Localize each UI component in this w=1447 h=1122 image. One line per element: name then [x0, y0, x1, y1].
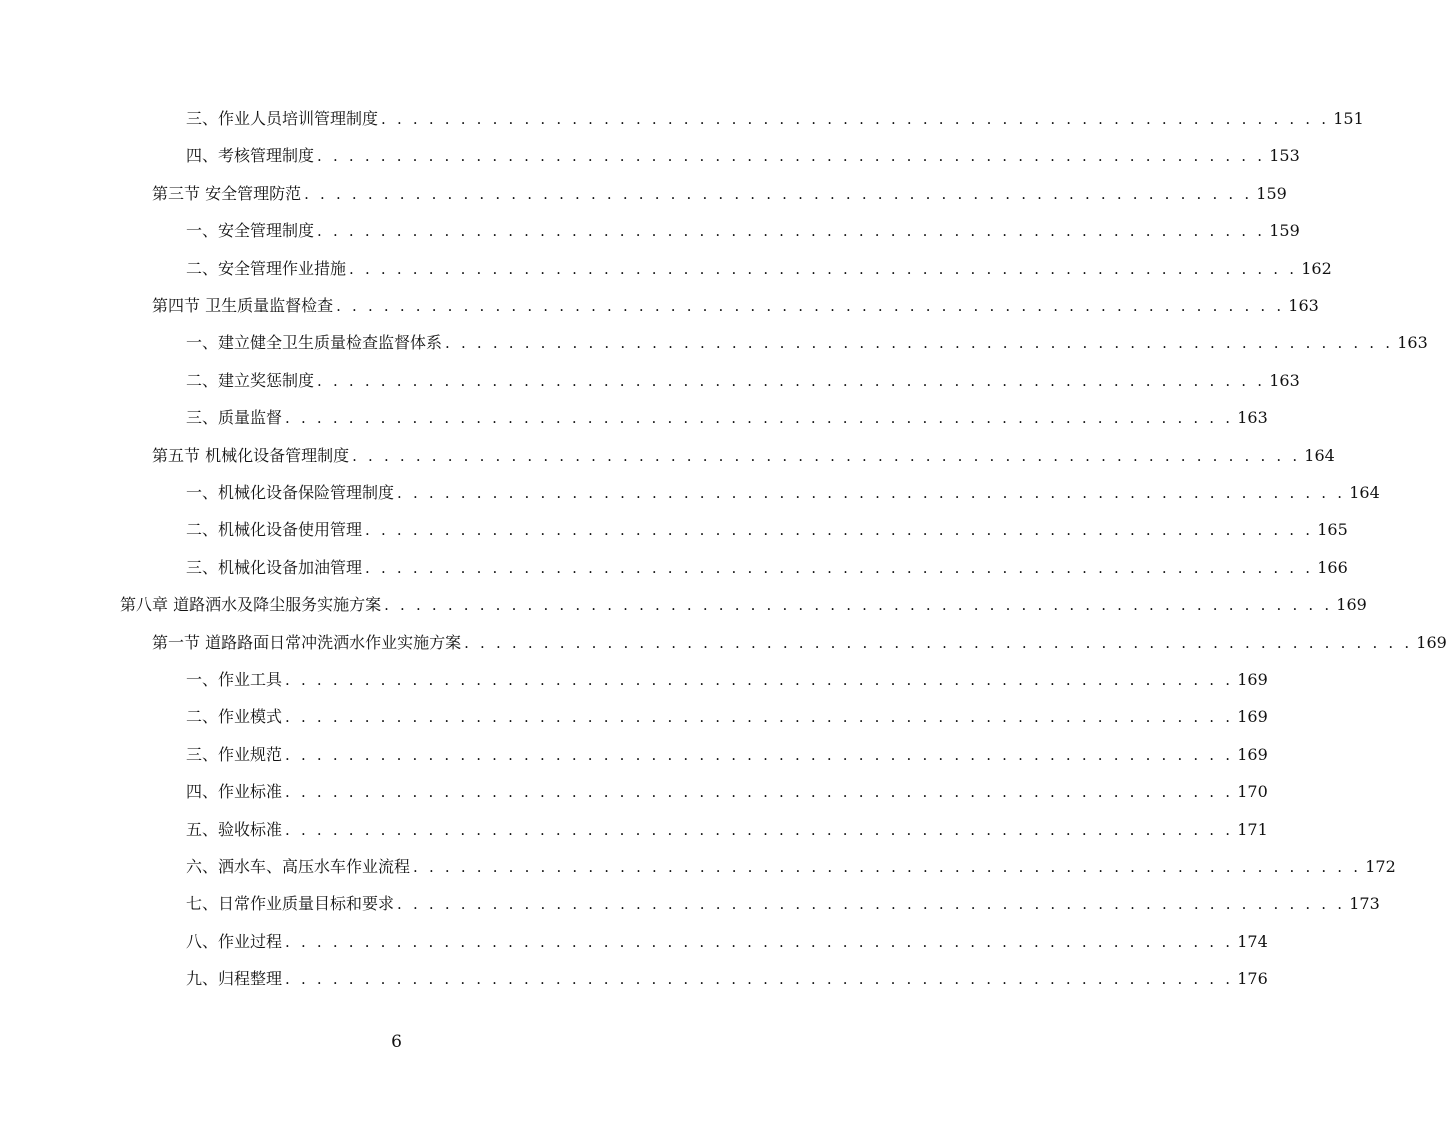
- dot-leader: . . . . . . . . . . . . . . . . . . . . . . . . . . . . . . . . . . . . . . . . . . . . . . . . . . . . . . . . . . . .: [336, 297, 1285, 315]
- toc-entry-page: 153: [1269, 146, 1300, 166]
- toc-entry-label: 八、作业过程: [186, 931, 283, 951]
- toc-entry-page: 169: [1237, 670, 1268, 689]
- toc-entry-page: 169: [1336, 595, 1367, 615]
- toc-entry[interactable]: [186, 218, 1300, 244]
- dot-leader: . . . . . . . . . . . . . . . . . . . . . . . . . . . . . . . . . . . . . . . . . . . . . . . . . . . . . . . . . . . .: [352, 446, 1301, 465]
- toc-entry[interactable]: [186, 480, 1380, 506]
- toc-entry-page: 171: [1237, 819, 1268, 839]
- toc-entry[interactable]: [186, 779, 1268, 805]
- dot-leader: . . . . . . . . . . . . . . . . . . . . . . . . . . . . . . . . . . . . . . . . . . . . . . . . . . . . . . . . . . . .: [285, 783, 1234, 802]
- dot-leader: . . . . . . . . . . . . . . . . . . . . . . . . . . . . . . . . . . . . . . . . . . . . . . . . . . . . . . . . . . . .: [285, 745, 1234, 764]
- toc-entry[interactable]: [186, 368, 1300, 394]
- dot-leader: . . . . . . . . . . . . . . . . . . . . . . . . . . . . . . . . . . . . . . . . . . . . . . . . . . . . . . . . . . . .: [349, 259, 1298, 278]
- toc-entry-label: 三、作业规范: [186, 744, 283, 764]
- toc-entry-page: 174: [1237, 931, 1268, 951]
- toc-entry-page: 151: [1333, 109, 1364, 128]
- dot-leader: . . . . . . . . . . . . . . . . . . . . . . . . . . . . . . . . . . . . . . . . . . . . . . . . . . . . . . . . . . . .: [397, 484, 1346, 502]
- toc-entry[interactable]: [186, 929, 1268, 955]
- toc-entry[interactable]: [186, 891, 1380, 917]
- toc-entry-label: 三、质量监督: [186, 408, 283, 428]
- toc-entry[interactable]: [186, 517, 1348, 543]
- toc-entry-label: 第八章 道路洒水及降尘服务实施方案: [120, 595, 382, 615]
- toc-entry-page: 159: [1256, 183, 1287, 203]
- toc-entry-page: 159: [1269, 221, 1300, 241]
- page-number: 6: [391, 1032, 402, 1052]
- dot-leader: . . . . . . . . . . . . . . . . . . . . . . . . . . . . . . . . . . . . . . . . . . . . . . . . . . . . . . . . . . . .: [397, 895, 1346, 914]
- toc-entry-page: 169: [1237, 744, 1268, 764]
- dot-leader: . . . . . . . . . . . . . . . . . . . . . . . . . . . . . . . . . . . . . . . . . . . . . . . . . . . . . . . . . . . .: [464, 633, 1413, 652]
- dot-leader: . . . . . . . . . . . . . . . . . . . . . . . . . . . . . . . . . . . . . . . . . . . . . . . . . . . . . . . . . . . .: [317, 222, 1266, 241]
- toc-entry[interactable]: [152, 181, 1287, 207]
- dot-leader: . . . . . . . . . . . . . . . . . . . . . . . . . . . . . . . . . . . . . . . . . . . . . . . . . . . . . . . . . . . .: [365, 521, 1314, 540]
- toc-entry-label: 二、机械化设备使用管理: [186, 520, 363, 540]
- toc-entry-page: 164: [1304, 445, 1335, 465]
- toc-entry-label: 五、验收标准: [186, 819, 283, 839]
- toc-entry-label: 三、作业人员培训管理制度: [186, 109, 379, 128]
- dot-leader: . . . . . . . . . . . . . . . . . . . . . . . . . . . . . . . . . . . . . . . . . . . . . . . . . . . . . . . . . . . .: [285, 409, 1234, 428]
- toc-entry[interactable]: [186, 330, 1428, 356]
- toc-entry-page: 170: [1237, 782, 1268, 802]
- dot-leader: . . . . . . . . . . . . . . . . . . . . . . . . . . . . . . . . . . . . . . . . . . . . . . . . . . . . . . . . . . . .: [285, 708, 1234, 727]
- dot-leader: . . . . . . . . . . . . . . . . . . . . . . . . . . . . . . . . . . . . . . . . . . . . . . . . . . . . . . . . . . . .: [304, 184, 1253, 203]
- toc-entry[interactable]: [186, 667, 1268, 693]
- toc-entry[interactable]: [186, 817, 1268, 843]
- dot-leader: . . . . . . . . . . . . . . . . . . . . . . . . . . . . . . . . . . . . . . . . . . . . . . . . . . . . . . . . . . . .: [445, 334, 1394, 353]
- toc-entry[interactable]: [152, 293, 1319, 319]
- toc-entry-label: 三、机械化设备加油管理: [186, 557, 363, 577]
- toc-entry-page: 162: [1301, 258, 1332, 278]
- toc-entry[interactable]: [186, 555, 1348, 581]
- toc-entry[interactable]: [120, 592, 1367, 618]
- toc-entry-label: 九、归程整理: [186, 969, 283, 989]
- dot-leader: . . . . . . . . . . . . . . . . . . . . . . . . . . . . . . . . . . . . . . . . . . . . . . . . . . . . . . . . . . . .: [285, 932, 1234, 951]
- toc-entry-page: 165: [1317, 520, 1348, 540]
- toc-entry[interactable]: [186, 106, 1364, 132]
- toc-entry-page: 169: [1237, 707, 1268, 727]
- toc-entry[interactable]: [152, 443, 1335, 469]
- toc-entry-label: 四、作业标准: [186, 782, 283, 802]
- dot-leader: . . . . . . . . . . . . . . . . . . . . . . . . . . . . . . . . . . . . . . . . . . . . . . . . . . . . . . . . . . . .: [285, 671, 1234, 689]
- toc-entry-page: 163: [1397, 333, 1428, 353]
- toc-entry[interactable]: [186, 405, 1268, 431]
- toc-entry-label: 第一节 道路路面日常冲洗洒水作业实施方案: [152, 632, 462, 652]
- toc-entry-label: 一、安全管理制度: [186, 221, 315, 241]
- toc-entry-label: 六、洒水车、高压水车作业流程: [186, 857, 411, 876]
- dot-leader: . . . . . . . . . . . . . . . . . . . . . . . . . . . . . . . . . . . . . . . . . . . . . . . . . . . . . . . . . . . .: [413, 858, 1362, 876]
- toc-entry-label: 二、作业模式: [186, 707, 283, 727]
- dot-leader: . . . . . . . . . . . . . . . . . . . . . . . . . . . . . . . . . . . . . . . . . . . . . . . . . . . . . . . . . . . .: [365, 558, 1314, 577]
- dot-leader: . . . . . . . . . . . . . . . . . . . . . . . . . . . . . . . . . . . . . . . . . . . . . . . . . . . . . . . . . . . .: [285, 820, 1234, 839]
- toc-entry[interactable]: [186, 742, 1268, 768]
- toc-entry-label: 七、日常作业质量目标和要求: [186, 894, 395, 914]
- toc-entry-page: 163: [1237, 408, 1268, 428]
- toc-entry-label: 第三节 安全管理防范: [152, 183, 302, 203]
- toc-entry-label: 第四节 卫生质量监督检查: [152, 296, 334, 315]
- dot-leader: . . . . . . . . . . . . . . . . . . . . . . . . . . . . . . . . . . . . . . . . . . . . . . . . . . . . . . . . . . . .: [384, 596, 1333, 615]
- dot-leader: . . . . . . . . . . . . . . . . . . . . . . . . . . . . . . . . . . . . . . . . . . . . . . . . . . . . . . . . . . . .: [381, 110, 1330, 128]
- toc-entry[interactable]: [186, 854, 1396, 880]
- toc-entry-page: 176: [1237, 969, 1268, 989]
- toc-entry[interactable]: [186, 256, 1332, 282]
- toc-entry[interactable]: [186, 966, 1268, 992]
- toc-entry-label: 一、建立健全卫生质量检查监督体系: [186, 333, 443, 353]
- toc-entry[interactable]: [186, 143, 1300, 169]
- dot-leader: . . . . . . . . . . . . . . . . . . . . . . . . . . . . . . . . . . . . . . . . . . . . . . . . . . . . . . . . . . . .: [285, 970, 1234, 989]
- toc-entry[interactable]: [186, 704, 1268, 730]
- toc-entry-page: 173: [1349, 894, 1380, 914]
- toc-entry-label: 二、建立奖惩制度: [186, 370, 315, 390]
- toc-entry-label: 一、作业工具: [186, 670, 283, 689]
- dot-leader: . . . . . . . . . . . . . . . . . . . . . . . . . . . . . . . . . . . . . . . . . . . . . . . . . . . . . . . . . . . .: [317, 147, 1266, 166]
- toc-entry-page: 163: [1288, 296, 1319, 315]
- toc-entry-page: 172: [1365, 857, 1396, 876]
- dot-leader: . . . . . . . . . . . . . . . . . . . . . . . . . . . . . . . . . . . . . . . . . . . . . . . . . . . . . . . . . . . .: [317, 371, 1266, 390]
- toc-entry-page: 164: [1349, 483, 1380, 502]
- toc-entry-page: 169: [1416, 632, 1447, 652]
- toc-entry-page: 166: [1317, 557, 1348, 577]
- toc-entry-page: 163: [1269, 370, 1300, 390]
- toc-entry-label: 四、考核管理制度: [186, 146, 315, 166]
- toc-entry[interactable]: [152, 630, 1447, 656]
- toc-entry-label: 二、安全管理作业措施: [186, 258, 347, 278]
- toc-entry-label: 一、机械化设备保险管理制度: [186, 483, 395, 502]
- toc-entry-label: 第五节 机械化设备管理制度: [152, 445, 350, 465]
